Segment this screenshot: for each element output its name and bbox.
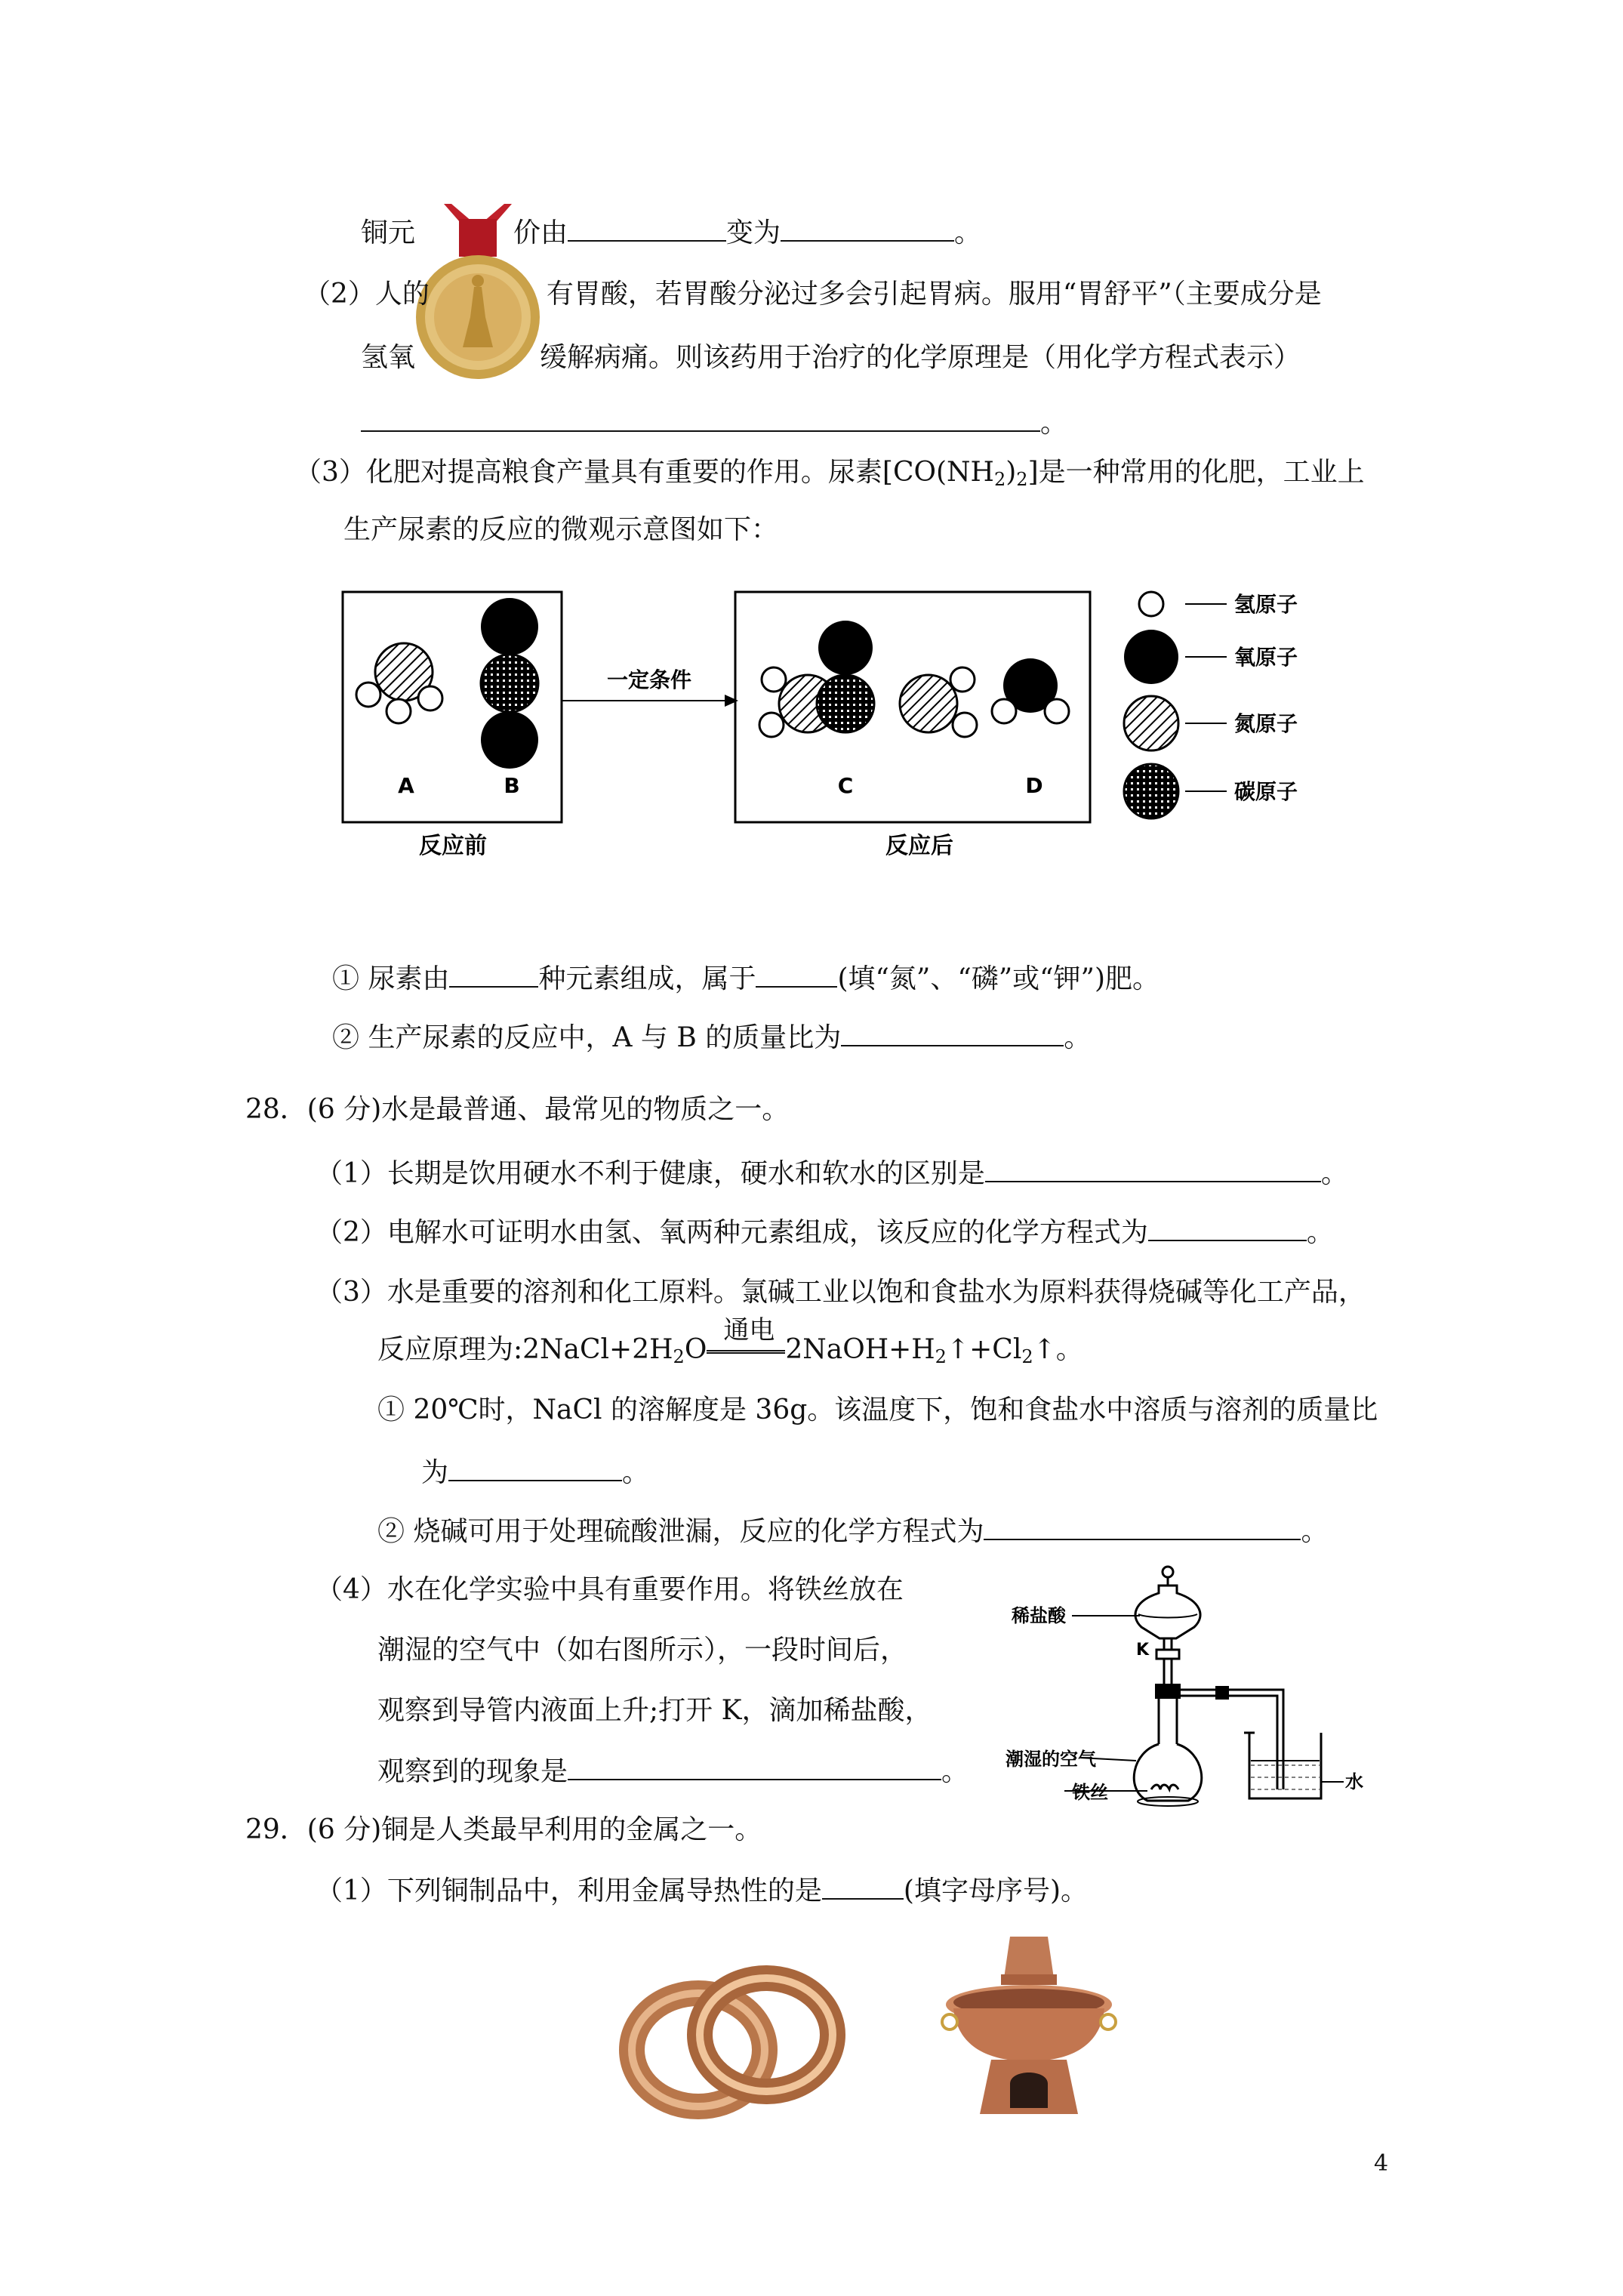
text: 。: [941, 1756, 969, 1787]
q28-sub-1: [316, 1155, 1348, 1191]
text: （2）人的: [303, 279, 430, 310]
reaction-diagram: [332, 581, 1434, 883]
text: 价由: [513, 217, 568, 248]
q28-sub-2: [316, 1214, 1334, 1250]
iron-wire: [1151, 1785, 1178, 1789]
apparatus-diagram: [996, 1563, 1389, 1812]
q28-item-1: [377, 1394, 1378, 1427]
text: 生产尿素的反应的微观示意图如下：: [343, 514, 779, 545]
flask-stopper: [1155, 1684, 1181, 1699]
legend-nitrogen-atom: [1124, 696, 1178, 750]
text: O: [684, 1334, 707, 1365]
carbon-atom: [481, 655, 538, 712]
answer-blank[interactable]: [568, 1753, 941, 1780]
oxygen-atom: [481, 711, 538, 769]
answer-blank[interactable]: [449, 960, 538, 988]
text: （1）下列铜制品中，利用金属导热性的是: [316, 1875, 822, 1906]
q28-equation: [377, 1315, 1083, 1373]
text: 29．(6 分)铜是人类最早利用的金属之一。: [245, 1814, 762, 1845]
label-acid: 稀盐酸: [1012, 1605, 1066, 1626]
q28-title: [245, 1093, 789, 1126]
text: ↑。: [1033, 1334, 1083, 1365]
hydrogen-atom: [762, 667, 786, 692]
text: 氢氧: [361, 342, 416, 373]
answer-blank[interactable]: [756, 960, 837, 988]
answer-blank[interactable]: [568, 214, 726, 242]
text: ① 20℃时，NaCl 的溶解度是 36g。该温度下，饱和食盐水中溶质与溶剂的质量比: [377, 1395, 1378, 1425]
q27-line-6: [343, 513, 778, 547]
hydrogen-atom: [759, 713, 784, 737]
carbon-atom: [817, 675, 874, 732]
text: 观察到导管内液面上升;打开 K，滴加稀盐酸，: [377, 1695, 932, 1726]
text: (填“氮”、“磷”或“钾”)肥。: [837, 963, 1160, 994]
legend-carbon: 碳原子: [1234, 779, 1298, 804]
q29-title: [245, 1814, 762, 1847]
text: （1）长期是饮用硬水不利于健康，硬水和软水的区别是: [316, 1158, 985, 1189]
q27-line-4: [361, 405, 1067, 440]
copper-hotpot-image: [935, 1933, 1123, 2122]
label-k: K: [1136, 1641, 1150, 1660]
text: 有胃酸，若胃酸分泌过多会引起胃病。服用“胃舒平”（主要成分是: [546, 279, 1322, 310]
text: 。: [1320, 1158, 1348, 1189]
text: 28．(6 分)水是最普通、最常见的物质之一。: [245, 1094, 790, 1125]
label-water: 水: [1345, 1771, 1363, 1792]
q28-sub-4-line-1: [316, 1573, 904, 1607]
text: 2NaOH+H: [785, 1334, 935, 1365]
text: 潮湿的空气中（如右图所示），一段时间后，: [377, 1635, 908, 1666]
answer-blank[interactable]: [985, 1155, 1321, 1182]
q27-item-2: [332, 1019, 1091, 1055]
text: （3）化肥对提高粮食产量具有重要的作用。尿素[CO(NH: [294, 457, 994, 488]
text: 为: [421, 1457, 449, 1488]
legend-oxygen-atom: [1124, 630, 1178, 684]
label-d: D: [1025, 773, 1043, 798]
text: 。: [1306, 1217, 1334, 1248]
text: （3）水是重要的溶剂和化工原料。氯碱工业以饱和食盐水为原料获得烧碱等化工产品，: [316, 1277, 1366, 1308]
hydrogen-atom: [387, 699, 411, 723]
answer-blank[interactable]: [361, 405, 1040, 432]
text: ② 生产尿素的反应中，A 与 B 的质量比为: [332, 1022, 842, 1053]
condition-text: 通电: [723, 1315, 775, 1345]
answer-blank[interactable]: [822, 1872, 904, 1900]
text: ): [1006, 457, 1017, 488]
hydrogen-atom: [356, 683, 380, 707]
label-b: B: [504, 773, 520, 798]
separatory-funnel: [1135, 1586, 1200, 1638]
oxygen-atom: [481, 598, 538, 655]
text: 。: [1040, 408, 1068, 439]
text: （2）电解水可证明水由氢、氧两种元素组成，该反应的化学方程式为: [316, 1217, 1148, 1248]
subscript: 2: [1021, 1346, 1033, 1367]
legend-carbon-atom: [1124, 764, 1178, 818]
subscript: 2: [1016, 469, 1028, 490]
label-wire: 铁丝: [1072, 1782, 1108, 1803]
text: 。: [1064, 1022, 1092, 1053]
text: ↑+Cl: [946, 1334, 1022, 1365]
q28-sub-3: [316, 1276, 1366, 1309]
nitrogen-atom: [900, 675, 957, 732]
arrow-label: 一定条件: [606, 667, 692, 692]
text: 观察到的现象是: [377, 1756, 568, 1787]
stopcock-k: [1156, 1650, 1179, 1659]
text: 反应原理为:2NaCl+2H: [377, 1334, 673, 1365]
subscript: 2: [935, 1346, 947, 1367]
text: ① 尿素由: [332, 963, 450, 994]
text: 变为: [726, 217, 781, 248]
legend-nitrogen: 氮原子: [1234, 711, 1298, 736]
answer-blank[interactable]: [1148, 1214, 1307, 1241]
q28-item-2: [377, 1513, 1328, 1549]
label-air: 潮湿的空气: [1006, 1749, 1096, 1770]
flask-body: [1134, 1744, 1202, 1801]
hydrogen-atom: [1045, 699, 1069, 723]
page-number: 4: [1374, 2150, 1389, 2177]
text: 缓解病痛。则该药用于治疗的化学原理是（用化学方程式表示）: [540, 342, 1301, 373]
hydrogen-atom: [992, 699, 1016, 723]
label-before: 反应前: [419, 833, 487, 859]
text: （4）水在化学实验中具有重要作用。将铁丝放在: [316, 1574, 904, 1605]
text: 。: [1301, 1516, 1329, 1547]
label-after: 反应后: [885, 833, 953, 859]
hydrogen-atom: [953, 713, 977, 737]
oxygen-atom: [818, 621, 873, 675]
label-a: A: [398, 773, 414, 798]
label-c: C: [837, 773, 854, 798]
q29-sub-1: [316, 1872, 1088, 1908]
q27-line-5: [294, 456, 1365, 496]
text: 种元素组成，属于: [538, 963, 756, 994]
text: (填字母序号)。: [903, 1875, 1088, 1906]
hydrogen-atom: [950, 667, 975, 692]
q27-item-1: [332, 960, 1160, 996]
copper-wire-image: [619, 1955, 845, 2129]
text: ② 烧碱可用于处理硫酸泄漏，反应的化学方程式为: [377, 1516, 984, 1547]
reaction-condition: [707, 1315, 785, 1354]
text: 铜元: [361, 217, 416, 248]
answer-blank[interactable]: [781, 214, 954, 242]
q28-sub-4-line-4: [377, 1753, 969, 1789]
answer-blank[interactable]: [448, 1454, 622, 1481]
legend-hydrogen: 氢原子: [1234, 592, 1298, 617]
q28-sub-4-line-3: [377, 1694, 932, 1727]
q27-line-3: [361, 341, 1301, 374]
subscript: 2: [993, 469, 1006, 490]
q27-line-2: [303, 278, 1322, 311]
text: 。: [622, 1457, 650, 1488]
legend-oxygen: 氧原子: [1234, 645, 1298, 670]
subscript: 2: [673, 1346, 685, 1367]
q28-item-1b: [421, 1454, 649, 1490]
hydrogen-atom: [418, 686, 442, 710]
q28-sub-4-line-2: [377, 1634, 907, 1667]
answer-blank[interactable]: [841, 1019, 1064, 1046]
text: ]是一种常用的化肥，工业上: [1027, 457, 1365, 488]
legend-hydrogen-atom: [1139, 592, 1163, 616]
answer-blank[interactable]: [984, 1513, 1301, 1540]
text: 。: [954, 217, 982, 248]
q27-line-1: [361, 214, 981, 250]
delivery-tube: [1181, 1690, 1283, 1789]
